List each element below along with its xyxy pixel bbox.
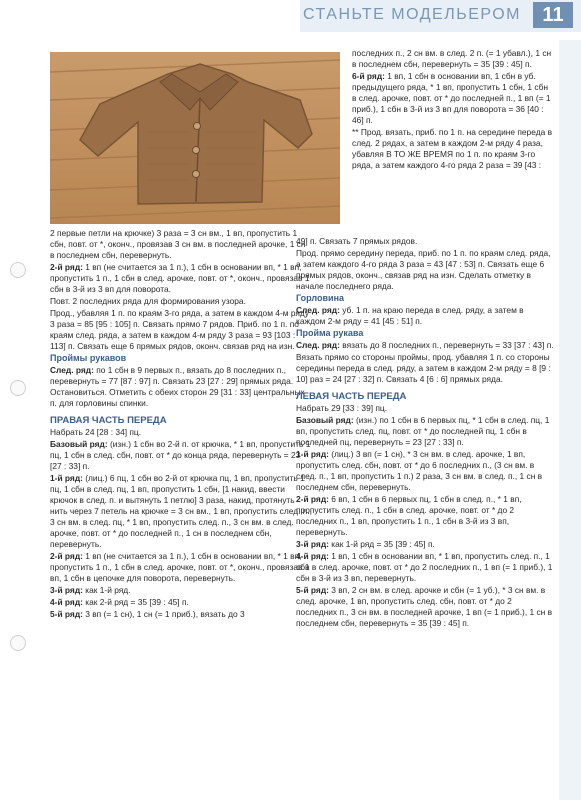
subheading: Пройма рукава xyxy=(296,328,364,338)
text-column-right xyxy=(296,236,554,630)
row-instruction xyxy=(296,494,554,538)
subheading: Проймы рукавов xyxy=(50,353,127,363)
row-label: 3-й ряд: xyxy=(50,585,83,595)
row-instruction xyxy=(296,449,554,493)
row-text: как 1-й ряд. xyxy=(82,585,131,595)
row-label: След. ряд: xyxy=(50,365,94,375)
row-label: 6-й ряд: xyxy=(352,71,385,81)
row-instruction xyxy=(296,305,554,327)
row-text: 1 вп (не считается за 1 п.), 1 сбн в основании вп, * 1 вп, пропустить 1 п., 1 сбн в след. арочке, повт. от *, оконч., провязав 1 сбн в 3-й из 3 вп для поворота. xyxy=(50,262,310,294)
row-text: вязать до 8 последних п., перевернуть = 33 [37 : 43] п. xyxy=(339,340,554,350)
row-instruction xyxy=(50,609,312,620)
row-label: 3-й ряд: xyxy=(296,539,329,549)
row-label: 2-й ряд: xyxy=(50,262,83,272)
row-text: 3 вп, 2 сн вм. в след. арочке и сбн (= 1 уб.), * 3 сн вм. в след. арочке, 1 вп, пропустить след. сбн, повт. от * до 2 последних п., 3 сн вм. в последней арочке, 1 вп (= 1 приб.), 1 сн в последнем сбн, перевернуть = 35 [39 : 45] п. xyxy=(296,585,553,628)
row-instruction xyxy=(50,439,312,472)
row-text: по 1 сбн в 9 первых п., вязать до 8 последних п., перевернуть = 77 [87 : 97] п. Связать 23 [27 : 29] прямых ряда. Остановиться. Отметить с обеих сторон 29 [31 : 33] центральных п. для горловины спинки. xyxy=(50,365,305,408)
row-text: (изн.) по 1 сбн в 6 первых пц, * 1 сбн в след. пц, 1 вп, пропустить след. пц, повт. от * до последней пц, 1 сбн в последней пц, перевернуть = 23 [27 : 33] п. xyxy=(296,415,550,447)
paragraph: последних п., 2 сн вм. в след. 2 п. (= 1 убавл.), 1 сн в последнем сбн, перевернуть = 35 [39 : 45] п. xyxy=(352,48,552,69)
page-number-badge: 11 xyxy=(533,2,573,28)
paragraph: Вязать прямо со стороны проймы, прод. убавляя 1 п. со стороны середины переда в след. ряду, а затем в каждом 2-м ряду = 8 [9 : 10] раз = 24 [27 : 32] п. Связать 4 [6 : 6] прямых ряда. xyxy=(296,352,551,384)
row-text: (лиц.) 6 пц, 1 сбн во 2-й от крючка пц, 1 вп, пропустить 1 пц, 1 сбн в след. пц, 1 вп, пропустить 1 сбн, [1 накид, ввести крючок в след. п. и вытянуть 1 петлю] 3 раза, накид, протянуть нить через 7 петель на крючке = 3 сн вм., 1 вп, пропустить след. п., 3 сн вм. в след. пц, * 1 вп, пропустить след. п., 3 сн вм. в след. арочке, повт. от * до последней п., 1 сн в последнем сбн, перевернуть. xyxy=(50,473,312,549)
row-instruction xyxy=(50,551,312,584)
row-text: (изн.) 1 сбн во 2-й п. от крючка, * 1 вп, пропустить 1 пц, 1 сбн в след. сбн, повт. от * до конца ряда, перевернуть = 23 [27 : 33] п. xyxy=(50,439,311,471)
row-instruction xyxy=(296,551,554,584)
row-text: как 1-й ряд = 35 [39 : 45] п. xyxy=(328,539,435,549)
row-instruction xyxy=(352,71,552,126)
row-label: 2-й ряд: xyxy=(50,551,83,561)
page-header-title: СТАНЬТЕ МОДЕЛЬЕРОМ xyxy=(303,6,521,23)
row-label: 5-й ряд: xyxy=(296,585,329,595)
subheading: Горловина xyxy=(296,293,345,303)
margin-strip xyxy=(559,40,581,800)
paragraph: Набрать 29 [33 : 39] пц. xyxy=(296,403,388,413)
paragraph: Набрать 24 [28 : 34] пц. xyxy=(50,427,142,437)
row-instruction xyxy=(50,597,312,608)
row-label: 5-й ряд: xyxy=(50,609,83,619)
binder-hole-icon xyxy=(10,380,26,396)
row-label: Базовый ряд: xyxy=(50,439,108,449)
row-instruction xyxy=(296,340,554,351)
paragraph: ** Прод. вязать, приб. по 1 п. на середине переда в след. 2 рядах, а затем в каждом 2-м ряду 4 раза, убавляя В ТО ЖЕ ВРЕМЯ по 1 п. по краям 3-го ряда, а затем каждого 4-го ряда 2 раза = 39 [43 : xyxy=(352,127,553,170)
paragraph: 49] п. Связать 7 прямых рядов. xyxy=(296,236,418,246)
row-label: 2-й ряд: xyxy=(296,494,329,504)
cardigan-photo xyxy=(50,52,340,224)
paragraph: Повт. 2 последних ряда для формирования узора. xyxy=(50,296,246,306)
row-label: 4-й ряд: xyxy=(296,551,329,561)
row-label: 4-й ряд: xyxy=(50,597,83,607)
binder-hole-icon xyxy=(10,262,26,278)
row-text: 1 вп (не считается за 1 п.), 1 сбн в основании вп, * 1 вп, пропустить 1 п., 1 сбн в след. арочке, повт. от *, оконч., провязав 1 вп, 1 сбн в цепочке для поворота, перевернуть. xyxy=(50,551,310,583)
row-text: 1 вп, 1 сбн в основании вп, 1 сбн в уб. предыдущего ряда, * 1 вп, пропустить 1 сбн, 1 сбн в след. арочке, повт. от * до последней п., 1 вп (= 1 приб.), 1 сбн в 3-й из 3 вп для поворота = 36 [40 : 46] п. xyxy=(352,71,551,125)
row-text: 6 вп, 1 сбн в 6 первых пц, 1 сбн в след. п., * 1 вп, пропустить след. п., 1 сбн в след. арочке, повт. от * до 2 последних п., 1 вп, пропустить 1 п., 1 сбн в 3-й из 3 вп, перевернуть. xyxy=(296,494,522,537)
row-instruction xyxy=(50,262,312,295)
row-text: уб. 1 п. на краю переда в след. ряду, а затем в каждом 2-м ряду = 41 [45 : 51] п. xyxy=(296,305,524,326)
text-column-left xyxy=(50,228,312,621)
row-label: След. ряд: xyxy=(296,340,340,350)
row-instruction xyxy=(50,585,312,596)
binder-hole-icon xyxy=(10,635,26,651)
row-text: как 2-й ряд = 35 [39 : 45] п. xyxy=(82,597,189,607)
row-label: 1-й ряд: xyxy=(296,449,329,459)
row-text: 1 вп, 1 сбн в основании вп, * 1 вп, пропустить след. п., 1 сбн в след. арочке, повт. от * до 2 последних п., 1 вп (= 1 приб.), 1 сбн в 3-й из 3 вп, перевернуть. xyxy=(296,551,553,583)
row-instruction xyxy=(50,365,312,409)
row-label: Базовый ряд: xyxy=(296,415,354,425)
row-text: 3 вп (= 1 сн), 1 сн (= 1 приб.), вязать до 3 xyxy=(82,609,245,619)
paragraph: Прод. прямо середину переда, приб. по 1 п. по краям след. ряда, а затем каждого 4-го ряда 3 раза = 43 [47 : 53] п. Связать еще 6 прямых рядов, оконч., связав ряд на изн. Сделать отметку в начале последнего ряда. xyxy=(296,248,551,291)
row-instruction xyxy=(296,415,554,448)
section-heading: ПРАВАЯ ЧАСТЬ ПЕРЕДА xyxy=(50,415,167,426)
row-instruction xyxy=(296,539,554,550)
row-text: (лиц.) 3 вп (= 1 сн), * 3 сн вм. в след. арочке, 1 вп, пропустить след. сбн, повт. от * до 6 последних п., (3 сн вм. в след. п., 1 вп, пропустить 1 п.) 2 раза, 3 сн вм. в след. п., 1 сн в последнем сбн, перевернуть. xyxy=(296,449,543,492)
paragraph: Прод., убавляя 1 п. по краям 3-го ряда, а затем в каждом 4-м ряду 3 раза = 85 [95 : 105] п. Связать прямо 7 рядов. Приб. по 1 п. по краям след. ряда, а затем в каждом 4-м ряду 3 раза = 93 [103 : 113] п. Связать еще 6 прямых рядов, оконч. связав ряд на изн. xyxy=(50,308,309,351)
text-column-top-right xyxy=(352,48,552,172)
row-instruction xyxy=(50,473,312,550)
section-heading: ЛЕВАЯ ЧАСТЬ ПЕРЕДА xyxy=(296,391,407,402)
paragraph: 2 первые петли на крючке) 3 раза = 3 сн вм., 1 вп, пропустить 1 сбн, повт. от *, оконч., провязав 3 сн вм. в последней арочке, 1 сн в последнем сбн, перевернуть. xyxy=(50,228,306,260)
row-label: 1-й ряд: xyxy=(50,473,83,483)
row-instruction xyxy=(296,585,554,629)
row-label: След. ряд: xyxy=(296,305,340,315)
